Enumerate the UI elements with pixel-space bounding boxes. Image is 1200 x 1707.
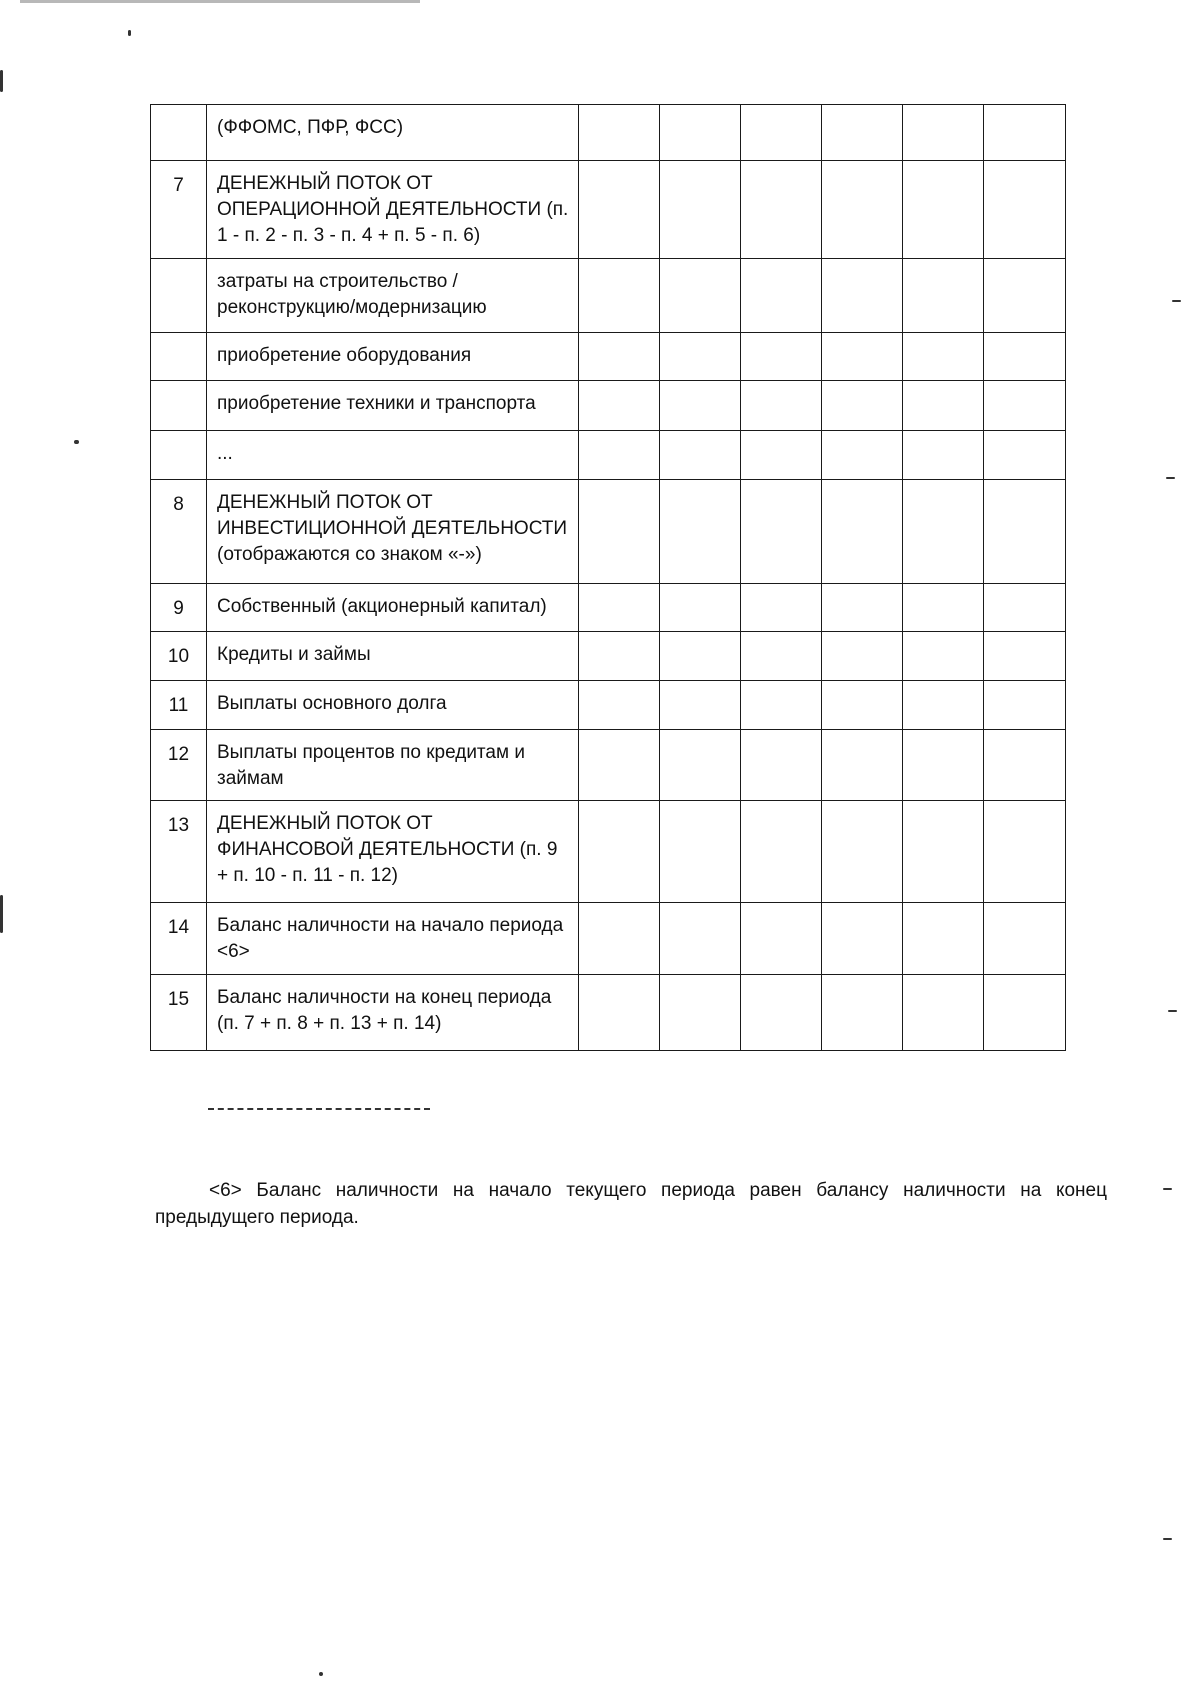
row-label: ДЕНЕЖНЫЙ ПОТОК ОТ ФИНАНСОВОЙ ДЕЯТЕЛЬНОСТИ (п. 9 + п. 10 - п. 11 - п. 12) bbox=[207, 801, 579, 903]
row-number bbox=[151, 105, 207, 161]
row-number bbox=[151, 333, 207, 381]
value-cell bbox=[984, 333, 1066, 381]
value-cell bbox=[822, 801, 903, 903]
value-cell bbox=[822, 259, 903, 333]
value-cell bbox=[579, 105, 660, 161]
value-cell bbox=[903, 975, 984, 1051]
value-cell bbox=[579, 381, 660, 431]
value-cell bbox=[903, 161, 984, 259]
table-row bbox=[151, 975, 1066, 1051]
value-cell bbox=[822, 333, 903, 381]
table-row bbox=[151, 903, 1066, 975]
row-number bbox=[151, 259, 207, 333]
value-cell bbox=[984, 801, 1066, 903]
row-number: 10 bbox=[151, 632, 207, 681]
value-cell bbox=[741, 903, 822, 975]
value-cell bbox=[741, 584, 822, 632]
row-number: 12 bbox=[151, 730, 207, 801]
row-label: приобретение оборудования bbox=[207, 333, 579, 381]
table-row bbox=[151, 584, 1066, 632]
value-cell bbox=[660, 431, 741, 480]
value-cell bbox=[903, 903, 984, 975]
value-cell bbox=[822, 431, 903, 480]
value-cell bbox=[822, 381, 903, 431]
value-cell bbox=[579, 259, 660, 333]
table-row bbox=[151, 801, 1066, 903]
table-row bbox=[151, 632, 1066, 681]
scan-speck bbox=[0, 895, 3, 933]
value-cell bbox=[660, 801, 741, 903]
value-cell bbox=[660, 105, 741, 161]
row-number bbox=[151, 431, 207, 480]
value-cell bbox=[660, 632, 741, 681]
value-cell bbox=[660, 903, 741, 975]
row-label: ... bbox=[207, 431, 579, 480]
value-cell bbox=[822, 632, 903, 681]
row-label: Собственный (акционерный капитал) bbox=[207, 584, 579, 632]
value-cell bbox=[903, 480, 984, 584]
table-row bbox=[151, 333, 1066, 381]
value-cell bbox=[660, 681, 741, 730]
value-cell bbox=[579, 730, 660, 801]
scan-speck bbox=[1163, 1188, 1172, 1190]
row-number: 14 bbox=[151, 903, 207, 975]
row-number: 15 bbox=[151, 975, 207, 1051]
value-cell bbox=[984, 975, 1066, 1051]
value-cell bbox=[822, 730, 903, 801]
value-cell bbox=[903, 632, 984, 681]
scan-speck bbox=[1168, 1010, 1177, 1012]
value-cell bbox=[984, 105, 1066, 161]
value-cell bbox=[660, 381, 741, 431]
value-cell bbox=[741, 431, 822, 480]
row-label: (ФФОМС, ПФР, ФСС) bbox=[207, 105, 579, 161]
table-row bbox=[151, 730, 1066, 801]
value-cell bbox=[984, 903, 1066, 975]
scan-speck bbox=[1166, 477, 1175, 479]
value-cell bbox=[660, 161, 741, 259]
value-cell bbox=[579, 801, 660, 903]
footnote-text: <6> Баланс наличности на начало текущего периода равен балансу наличности на конец предыдущего периода. bbox=[155, 1180, 1107, 1228]
value-cell bbox=[579, 632, 660, 681]
value-cell bbox=[579, 161, 660, 259]
value-cell bbox=[741, 681, 822, 730]
value-cell bbox=[903, 431, 984, 480]
value-cell bbox=[984, 381, 1066, 431]
value-cell bbox=[903, 333, 984, 381]
scan-speck bbox=[74, 440, 79, 444]
value-cell bbox=[822, 584, 903, 632]
value-cell bbox=[579, 681, 660, 730]
value-cell bbox=[984, 259, 1066, 333]
value-cell bbox=[660, 480, 741, 584]
table-row bbox=[151, 105, 1066, 161]
row-number: 11 bbox=[151, 681, 207, 730]
value-cell bbox=[579, 333, 660, 381]
row-label: Баланс наличности на конец периода (п. 7 + п. 8 + п. 13 + п. 14) bbox=[207, 975, 579, 1051]
value-cell bbox=[822, 681, 903, 730]
value-cell bbox=[903, 681, 984, 730]
value-cell bbox=[903, 801, 984, 903]
value-cell bbox=[741, 259, 822, 333]
row-label: ДЕНЕЖНЫЙ ПОТОК ОТ ИНВЕСТИЦИОННОЙ ДЕЯТЕЛЬНОСТИ (отображаются со знаком «-») bbox=[207, 480, 579, 584]
table-row bbox=[151, 161, 1066, 259]
value-cell bbox=[822, 480, 903, 584]
row-number: 7 bbox=[151, 161, 207, 259]
value-cell bbox=[822, 975, 903, 1051]
value-cell bbox=[984, 480, 1066, 584]
table-row bbox=[151, 681, 1066, 730]
value-cell bbox=[741, 632, 822, 681]
value-cell bbox=[903, 730, 984, 801]
row-label: ДЕНЕЖНЫЙ ПОТОК ОТ ОПЕРАЦИОННОЙ ДЕЯТЕЛЬНОСТИ (п. 1 - п. 2 - п. 3 - п. 4 + п. 5 - п. 6) bbox=[207, 161, 579, 259]
value-cell bbox=[741, 161, 822, 259]
scan-speck bbox=[1163, 1538, 1172, 1540]
row-label: Выплаты процентов по кредитам и займам bbox=[207, 730, 579, 801]
row-label: Баланс наличности на начало периода <6> bbox=[207, 903, 579, 975]
value-cell bbox=[660, 333, 741, 381]
table-row bbox=[151, 259, 1066, 333]
value-cell bbox=[903, 381, 984, 431]
value-cell bbox=[741, 975, 822, 1051]
row-number: 13 bbox=[151, 801, 207, 903]
value-cell bbox=[579, 480, 660, 584]
row-number: 9 bbox=[151, 584, 207, 632]
value-cell bbox=[984, 161, 1066, 259]
value-cell bbox=[903, 584, 984, 632]
value-cell bbox=[822, 161, 903, 259]
scan-artifact-top bbox=[20, 0, 420, 3]
scan-speck bbox=[128, 30, 131, 36]
row-label: затраты на строительство /реконструкцию/модернизацию bbox=[207, 259, 579, 333]
value-cell bbox=[741, 480, 822, 584]
value-cell bbox=[660, 259, 741, 333]
value-cell bbox=[984, 632, 1066, 681]
value-cell bbox=[903, 105, 984, 161]
value-cell bbox=[984, 584, 1066, 632]
row-number: 8 bbox=[151, 480, 207, 584]
table-row bbox=[151, 381, 1066, 431]
value-cell bbox=[579, 975, 660, 1051]
value-cell bbox=[741, 333, 822, 381]
value-cell bbox=[579, 431, 660, 480]
value-cell bbox=[741, 801, 822, 903]
value-cell bbox=[660, 584, 741, 632]
row-label: Кредиты и займы bbox=[207, 632, 579, 681]
value-cell bbox=[741, 105, 822, 161]
value-cell bbox=[984, 681, 1066, 730]
value-cell bbox=[660, 730, 741, 801]
scan-speck bbox=[1172, 300, 1181, 302]
value-cell bbox=[903, 259, 984, 333]
row-number bbox=[151, 381, 207, 431]
value-cell bbox=[660, 975, 741, 1051]
row-label: приобретение техники и транспорта bbox=[207, 381, 579, 431]
value-cell bbox=[822, 105, 903, 161]
table-row bbox=[151, 480, 1066, 584]
value-cell bbox=[741, 381, 822, 431]
value-cell bbox=[579, 584, 660, 632]
cash-flow-table bbox=[150, 104, 1066, 1051]
value-cell bbox=[579, 903, 660, 975]
value-cell bbox=[984, 431, 1066, 480]
value-cell bbox=[822, 903, 903, 975]
table-row bbox=[151, 431, 1066, 480]
scan-speck bbox=[319, 1672, 323, 1676]
value-cell bbox=[741, 730, 822, 801]
row-label: Выплаты основного долга bbox=[207, 681, 579, 730]
scan-speck bbox=[0, 70, 3, 92]
value-cell bbox=[984, 730, 1066, 801]
footnote-separator bbox=[208, 1108, 430, 1110]
